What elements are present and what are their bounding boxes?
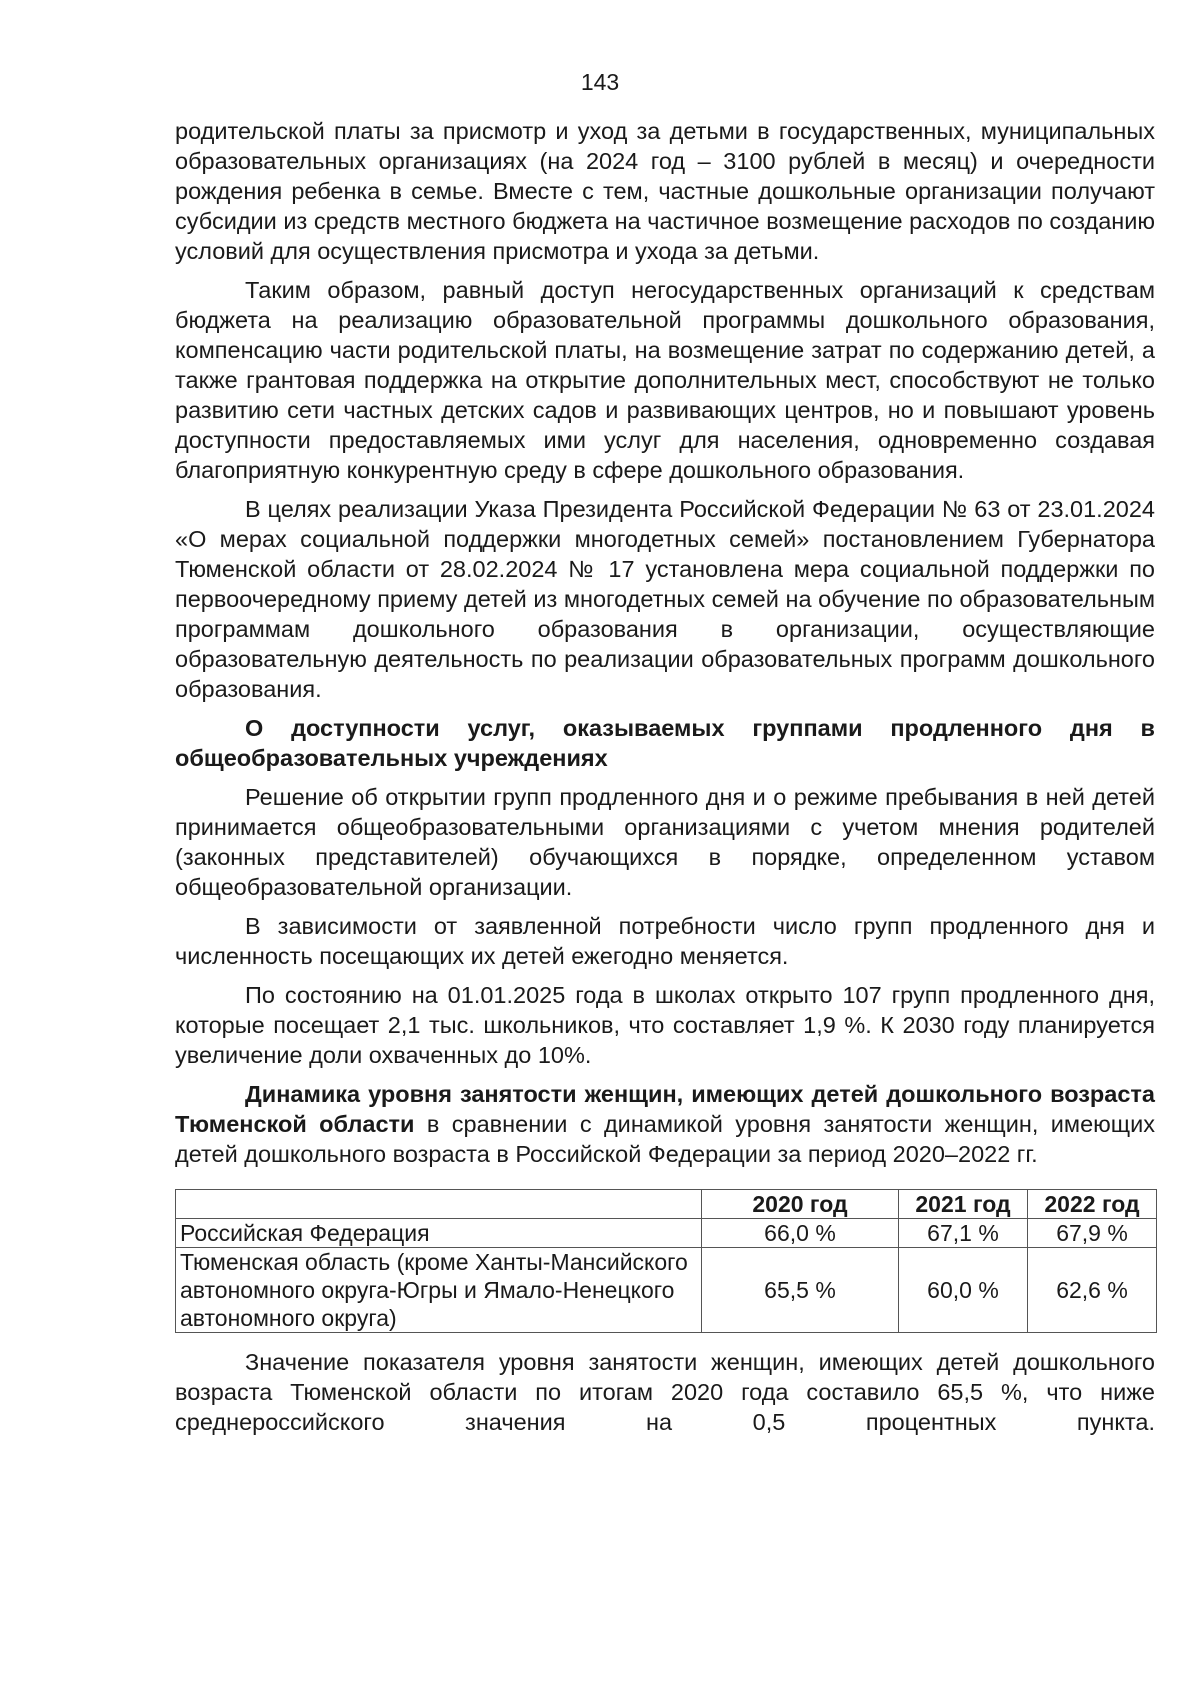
paragraph: В зависимости от заявленной потребности число групп продленного дня и численность посещающих их детей ежегодно меняется. <box>175 913 1155 969</box>
table-header-cell <box>176 1190 702 1219</box>
section-heading: О доступности услуг, оказываемых группами продленного дня в общеобразовательных учреждениях <box>175 715 1155 771</box>
table-header-row <box>176 1190 1157 1219</box>
table-cell-region: Российская Федерация <box>176 1219 702 1248</box>
paragraph: родительской платы за присмотр и уход за детьми в государственных, муниципальных образовательных организациях (на 2024 год – 3100 рублей в месяц) и очередности рождения ребенка в семье. Вместе с тем, частные дошкольные организации получают субсидии из средств местного бюджета на частичное возмещение расходов по созданию условий для осуществления присмотра и ухода за детьми. <box>175 118 1155 264</box>
table-cell: 66,0 % <box>701 1219 898 1248</box>
paragraph: В целях реализации Указа Президента Российской Федерации № 63 от 23.01.2024 «О мерах социальной поддержки многодетных семей» постановлением Губернатора Тюменской области от 28.02.2024 № 17 установлена мера социальной поддержки по первоочередному приему детей из многодетных семей на обучение по образовательным программам дошкольного образования в организации, осуществляющие образовательную деятельность по реализации образовательных программ дошкольного образования. <box>175 496 1155 702</box>
paragraph: Значение показателя уровня занятости женщин, имеющих детей дошкольного возраста Тюменской области по итогам 2020 года составило 65,5 %, что ниже среднероссийского значения на 0,5 процентных пункта. <box>175 1349 1155 1435</box>
table-row <box>176 1219 1157 1248</box>
employment-table-wrapper <box>175 1189 1155 1333</box>
table-cell: 65,5 % <box>701 1248 898 1333</box>
table-caption <box>175 1079 1155 1169</box>
paragraph: Таким образом, равный доступ негосударственных организаций к средствам бюджета на реализацию образовательной программы дошкольного образования, компенсацию части родительской платы, на возмещение затрат по содержанию детей, а также грантовая поддержка на открытие дополнительных мест, способствуют не только развитию сети частных детских садов и развивающих центров, но и повышают уровень доступности предоставляемых ими услуг для населения, одновременно создавая благоприятную конкурентную среду в сфере дошкольного образования. <box>175 277 1155 483</box>
table-cell: 60,0 % <box>898 1248 1027 1333</box>
table-cell: 67,9 % <box>1027 1219 1156 1248</box>
table-caption-rest: в сравнении с динамикой уровня занятости женщин, имеющих детей дошкольного возраста в Российской Федерации за период 2020–2022 гг. <box>175 1111 1155 1167</box>
table-cell: 67,1 % <box>898 1219 1027 1248</box>
document-body <box>175 116 1155 1446</box>
employment-table <box>175 1189 1157 1333</box>
page-number: 143 <box>580 69 620 95</box>
table-header-cell: 2020 год <box>701 1190 898 1219</box>
table-row <box>176 1248 1157 1333</box>
table-cell: 62,6 % <box>1027 1248 1156 1333</box>
table-header-cell: 2021 год <box>898 1190 1027 1219</box>
paragraph: Решение об открытии групп продленного дня и о режиме пребывания в ней детей принимается общеобразовательными организациями с учетом мнения родителей (законных представителей) обучающихся в порядке, определенном уставом общеобразовательной организации. <box>175 784 1155 900</box>
table-header-cell: 2022 год <box>1027 1190 1156 1219</box>
table-cell-region: Тюменская область (кроме Ханты-Мансийского автономного округа-Югры и Ямало-Ненецкого автономного округа) <box>176 1248 702 1333</box>
table-caption-bold: Динамика уровня занятости женщин, имеющих детей дошкольного возраста Тюменской области <box>175 1081 1155 1137</box>
paragraph: По состоянию на 01.01.2025 года в школах открыто 107 групп продленного дня, которые посещает 2,1 тыс. школьников, что составляет 1,9 %. К 2030 году планируется увеличение доли охваченных до 10%. <box>175 982 1155 1068</box>
